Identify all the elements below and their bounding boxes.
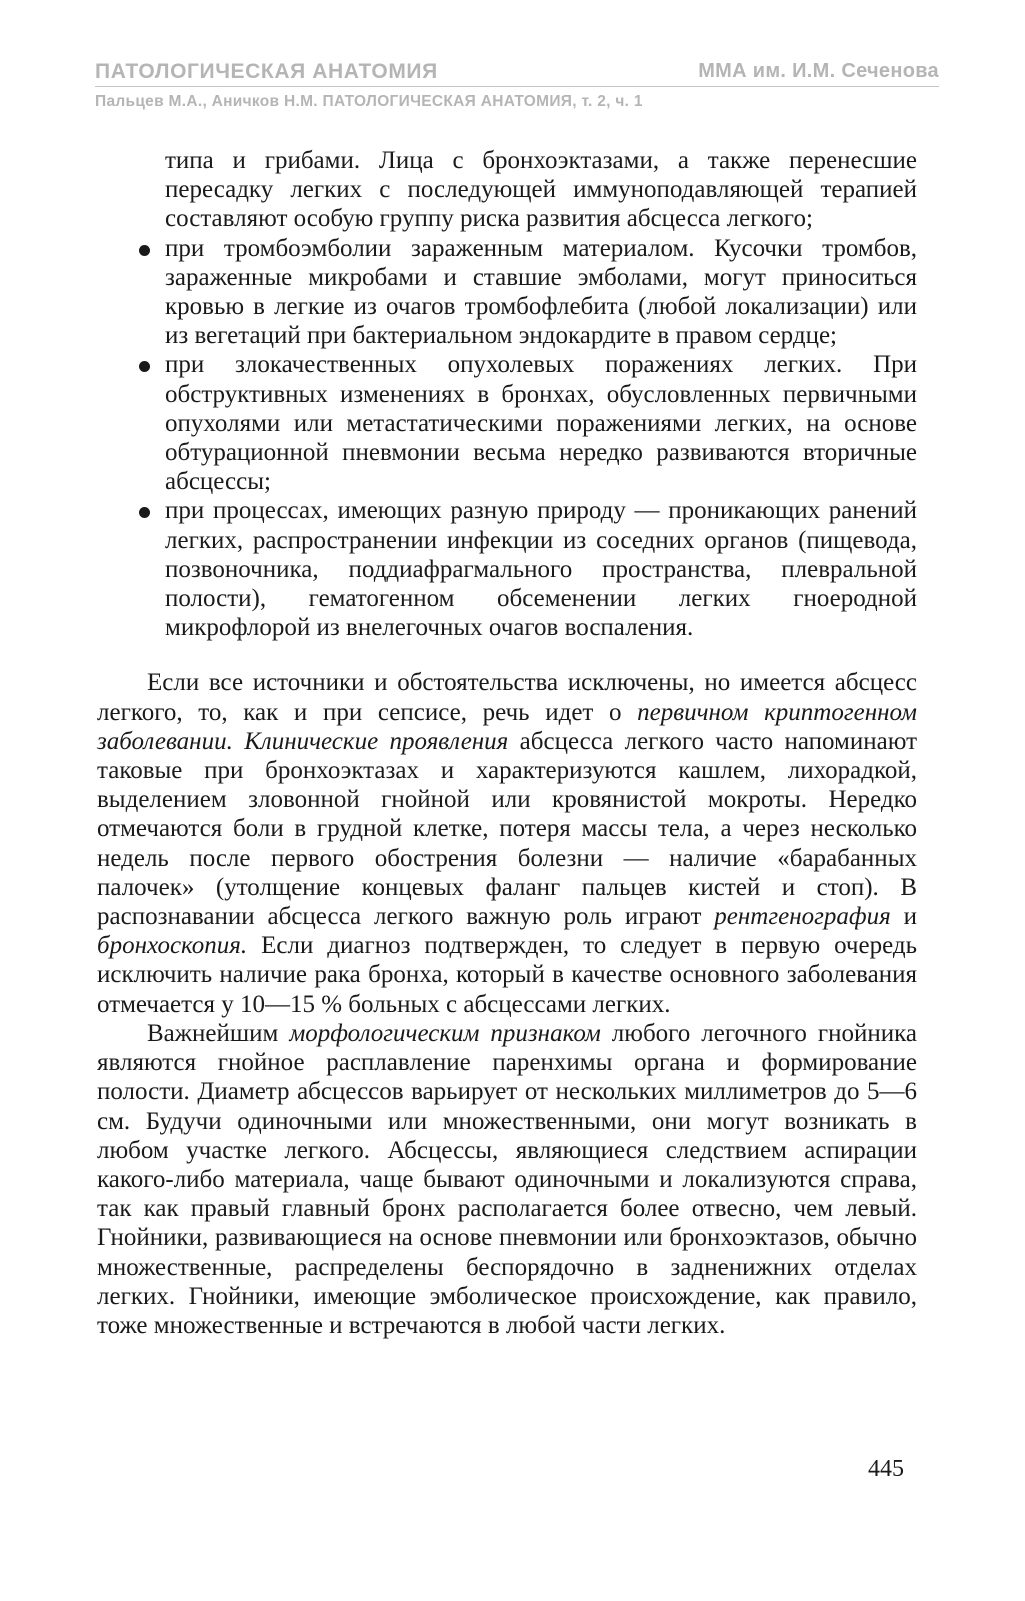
list-item [165,350,917,496]
header-title: ПАТОЛОГИЧЕСКАЯ АНАТОМИЯ [95,60,438,83]
bullet-icon [139,361,150,372]
list-item-text: при процессах, имеющих разную природу — проникающих ранений легких, распространении инфекции из соседних органов (пищевода, позвоночника, поддиафрагмального пространства, плевральной полости), гематогенном обсеменении легких гноеродной микрофлорой из внелегочных очагов воспаления. [165,497,917,642]
header-citation: Пальцев М.А., Аничков Н.М. ПАТОЛОГИЧЕСКАЯ АНАТОМИЯ, т. 2, ч. 1 [95,93,643,110]
page-number: 445 [868,1456,904,1482]
list-item-text: при тромбоэмболии зараженным материалом. Кусочки тромбов, зараженные микробами и ставшие эмболами, могут приноситься кровью в легкие из очагов тромбофлебита (любой локализации) или из вегетаций при бактериальном эндокардите в правом сердце; [165,234,917,350]
paragraph-text: Если все источники и обстоятельства исключены, но имеется абсцесс легкого, то, как и при сепсисе, речь идет о [97,669,917,726]
list-item [165,234,917,351]
continuation-text: типа и грибами. Лица с бронхоэктазами, а также перенесшие пересадку легких с последующей иммуноподавляющей терапией составляют особую группу риска развития абсцесса легкого; [165,147,917,233]
emphasis-term: первичном криптогенном заболевании. [97,698,917,755]
bullet-icon [139,245,150,256]
paragraph-text: любого легочного гнойника являются гнойное расплавление паренхимы органа и формирование полости. Диаметр абсцессов варьирует от нескольких миллиметров до 5—6 см. Будучи одиночными или множественными, они могут возникать в любом участке легкого. Абсцессы, являющиеся следствием аспирации какого-либо материала, чаще бывают одиночными и локализуются справа, так как правый главный бронх располагается более отвесно, чем левый. Гнойники, развивающиеся на основе пневмонии или бронхоэктазов, обычно множественные, распределены беспорядочно в задненижних отделах легких. Гнойники, имеющие эмболическое происхождение, как правило, тоже множественные и встречаются в любой части легких. [97,1019,917,1339]
paragraph-morphology [97,1019,917,1340]
paragraph-text [233,728,244,755]
header-institution: ММА им. И.М. Сеченова [698,60,939,82]
bullet-icon [139,507,150,518]
list-item [165,496,917,642]
list-item-text: при злокачественных опухолевых поражениях легких. При обструктивных изменениях в бронхах, обусловленных первичными опухолями или метастатическими поражениями легких, на основе обтурационной пневмонии весьма нередко развиваются вторичные абсцессы; [165,351,917,496]
bullet-list [97,234,917,643]
running-header [95,58,939,87]
paragraph-text: Важнейшим [147,1019,290,1047]
paragraph-clinical [97,668,917,1018]
paragraph-text: абсцесса легкого часто напоминают таковые при бронхоэктазах и характеризуются кашлем, лихорадкой, выделением зловонной гнойной или кровянистой мокроты. Нередко отмечаются боли в грудной клетке, потеря массы тела, а через несколько недель после первого обострения болезни — наличие «барабанных палочек» (утолщение концевых фаланг пальцев кистей и стоп). В распознавании абсцесса легкого важную роль играют [97,727,918,931]
emphasis-term: морфологическим признаком [289,1019,601,1047]
emphasis-term: рентгенография [714,903,891,931]
emphasis-term: бронхоскопия. [97,932,248,960]
paragraph-text: и [890,903,917,931]
paragraph-text: Если диагноз подтвержден, то следует в первую очередь исключить наличие рака бронха, который в качестве основного заболевания отмечается у 10—15 % больных с абсцессами легких. [97,932,917,1018]
emphasis-term: Клинические проявления [244,727,509,755]
body-text [97,146,917,1340]
